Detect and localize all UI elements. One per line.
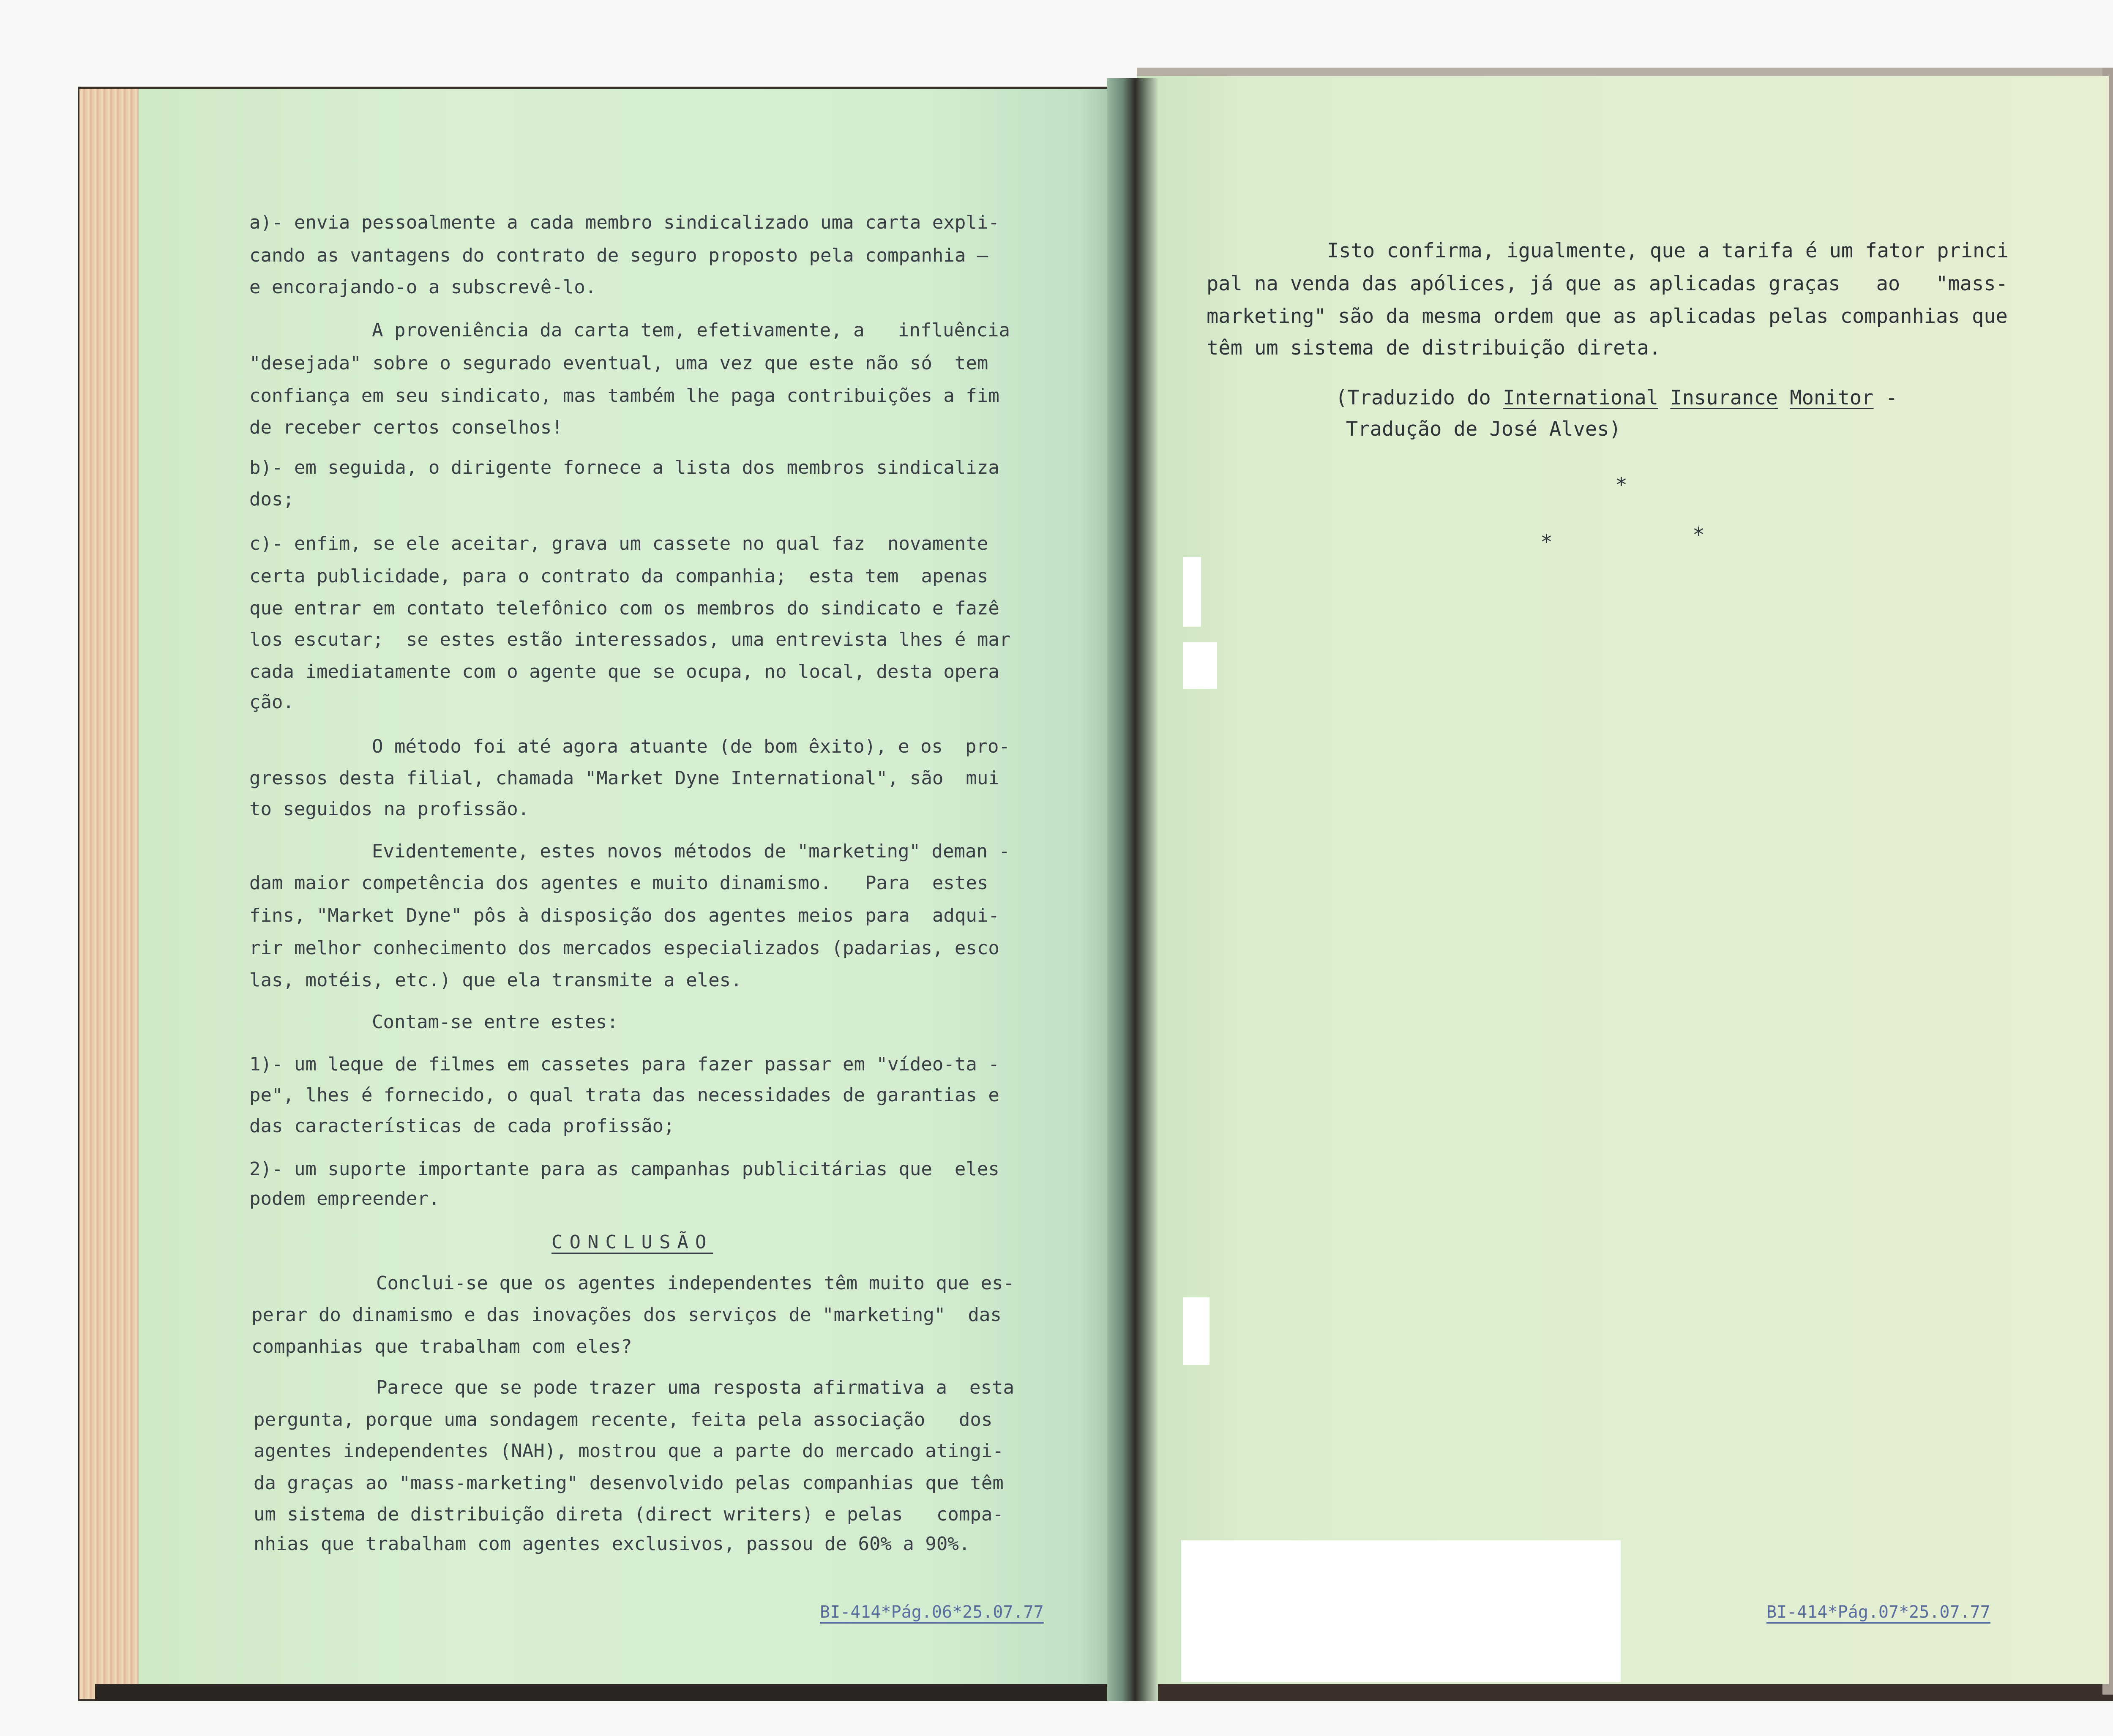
text-line: cada imediatamente com o agente que se ocupa, no local, desta opera xyxy=(249,661,999,682)
book-bottom-edge xyxy=(95,1684,1130,1701)
text-line: to seguidos na profissão. xyxy=(249,798,530,820)
text-line: a)- envia pessoalmente a cada membro sindicalizado uma carta expli- xyxy=(249,212,999,233)
text-line: "desejada" sobre o segurado eventual, uma vez que este não só tem xyxy=(249,352,988,374)
page-footer-right: BI-414*Pág.07*25.07.77 xyxy=(1766,1602,1990,1622)
text-line: da graças ao "mass-marketing" desenvolvido pelas companhias que têm xyxy=(254,1472,1004,1494)
text-line: Isto confirma, igualmente, que a tarifa é um fator princi xyxy=(1327,239,2009,262)
credit-source-word: Monitor xyxy=(1790,386,1874,409)
section-heading: CONCLUSÃO xyxy=(551,1231,713,1253)
separator-star: * xyxy=(1540,530,1553,554)
text-line: Parece que se pode trazer uma resposta afirmativa a esta xyxy=(376,1377,1014,1398)
text-line: las, motéis, etc.) que ela transmite a eles. xyxy=(249,969,742,991)
text-line: los escutar; se estes estão interessados, uma entrevista lhes é mar xyxy=(249,629,1011,650)
credit-source-word: International xyxy=(1503,386,1659,409)
text-line: de receber certos conselhos! xyxy=(249,417,563,438)
translation-credit xyxy=(1335,388,1897,408)
text-line: ção. xyxy=(249,691,294,713)
credit-suffix: - xyxy=(1873,386,1897,409)
separator-star: * xyxy=(1693,523,1705,547)
credit-source-word: Insurance xyxy=(1670,386,1778,409)
text-line: rir melhor conhecimento dos mercados especializados (padarias, esco xyxy=(249,937,999,959)
credit-prefix: (Traduzido do xyxy=(1335,386,1503,409)
redaction-block xyxy=(1181,1540,1621,1682)
text-line: dos; xyxy=(249,489,294,510)
separator-star: * xyxy=(1615,473,1627,497)
text-line: confiança em seu sindicato, mas também lhe paga contribuições a fim xyxy=(249,385,999,407)
text-line: cando as vantagens do contrato de seguro proposto pela companhia — xyxy=(249,245,988,266)
text-line: que entrar em contato telefônico com os membros do sindicato e fazê xyxy=(249,598,999,619)
text-line: certa publicidade, para o contrato da companhia; esta tem apenas xyxy=(249,565,988,587)
text-line: Conclui-se que os agentes independentes têm muito que es- xyxy=(376,1272,1014,1294)
text-line: A proveniência da carta tem, efetivamente, a influência xyxy=(372,319,1010,341)
redaction-block xyxy=(1183,1297,1209,1365)
text-line: pe", lhes é fornecido, o qual trata das necessidades de garantias e xyxy=(249,1084,999,1106)
text-line: O método foi até agora atuante (de bom êxito), e os pro- xyxy=(372,736,1010,757)
text-line: Contam-se entre estes: xyxy=(372,1011,618,1033)
page-stack-edges xyxy=(79,89,139,1699)
redaction-block xyxy=(1183,642,1217,689)
text-line: 2)- um suporte importante para as campanhas publicitárias que eles xyxy=(249,1158,999,1180)
text-line: marketing" são da mesma ordem que as aplicadas pelas companhias que xyxy=(1207,305,2008,328)
text-line: companhias que trabalham com eles? xyxy=(251,1336,632,1357)
text-line: e encorajando-o a subscrevê-lo. xyxy=(249,276,597,298)
page-footer-left: BI-414*Pág.06*25.07.77 xyxy=(820,1602,1044,1622)
text-line: Evidentemente, estes novos métodos de "marketing" deman - xyxy=(372,841,1010,862)
text-line: podem empreender. xyxy=(249,1188,440,1209)
text-line: pergunta, porque uma sondagem recente, feita pela associação dos xyxy=(254,1409,993,1430)
text-line: têm um sistema de distribuição direta. xyxy=(1207,336,1661,360)
text-line: agentes independentes (NAH), mostrou que a parte do mercado atingi- xyxy=(254,1440,1004,1462)
redaction-block xyxy=(1183,557,1201,627)
translation-credit-line2: Tradução de José Alves) xyxy=(1346,418,1621,441)
text-line: gressos desta filial, chamada "Market Dyne International", são mui xyxy=(249,767,999,789)
text-line: 1)- um leque de filmes em cassetes para fazer passar em "vídeo-ta - xyxy=(249,1054,999,1075)
text-line: dam maior competência dos agentes e muito dinamismo. Para estes xyxy=(249,872,988,894)
text-line: c)- enfim, se ele aceitar, grava um cassete no qual faz novamente xyxy=(249,533,988,554)
text-line: das características de cada profissão; xyxy=(249,1115,675,1137)
text-line: perar do dinamismo e das inovações dos serviços de "marketing" das xyxy=(251,1304,1002,1326)
text-line: b)- em seguida, o dirigente fornece a lista dos membros sindicaliza xyxy=(249,457,999,478)
text-line: fins, "Market Dyne" pôs à disposição dos agentes meios para adqui- xyxy=(249,905,999,926)
text-line: pal na venda das apólices, já que as aplicadas graças ao "mass- xyxy=(1207,272,2008,295)
text-line: um sistema de distribuição direta (direct writers) e pelas compa- xyxy=(254,1504,1004,1525)
book-gutter xyxy=(1107,78,1158,1701)
text-line: nhias que trabalham com agentes exclusivos, passou de 60% a 90%. xyxy=(254,1533,970,1555)
